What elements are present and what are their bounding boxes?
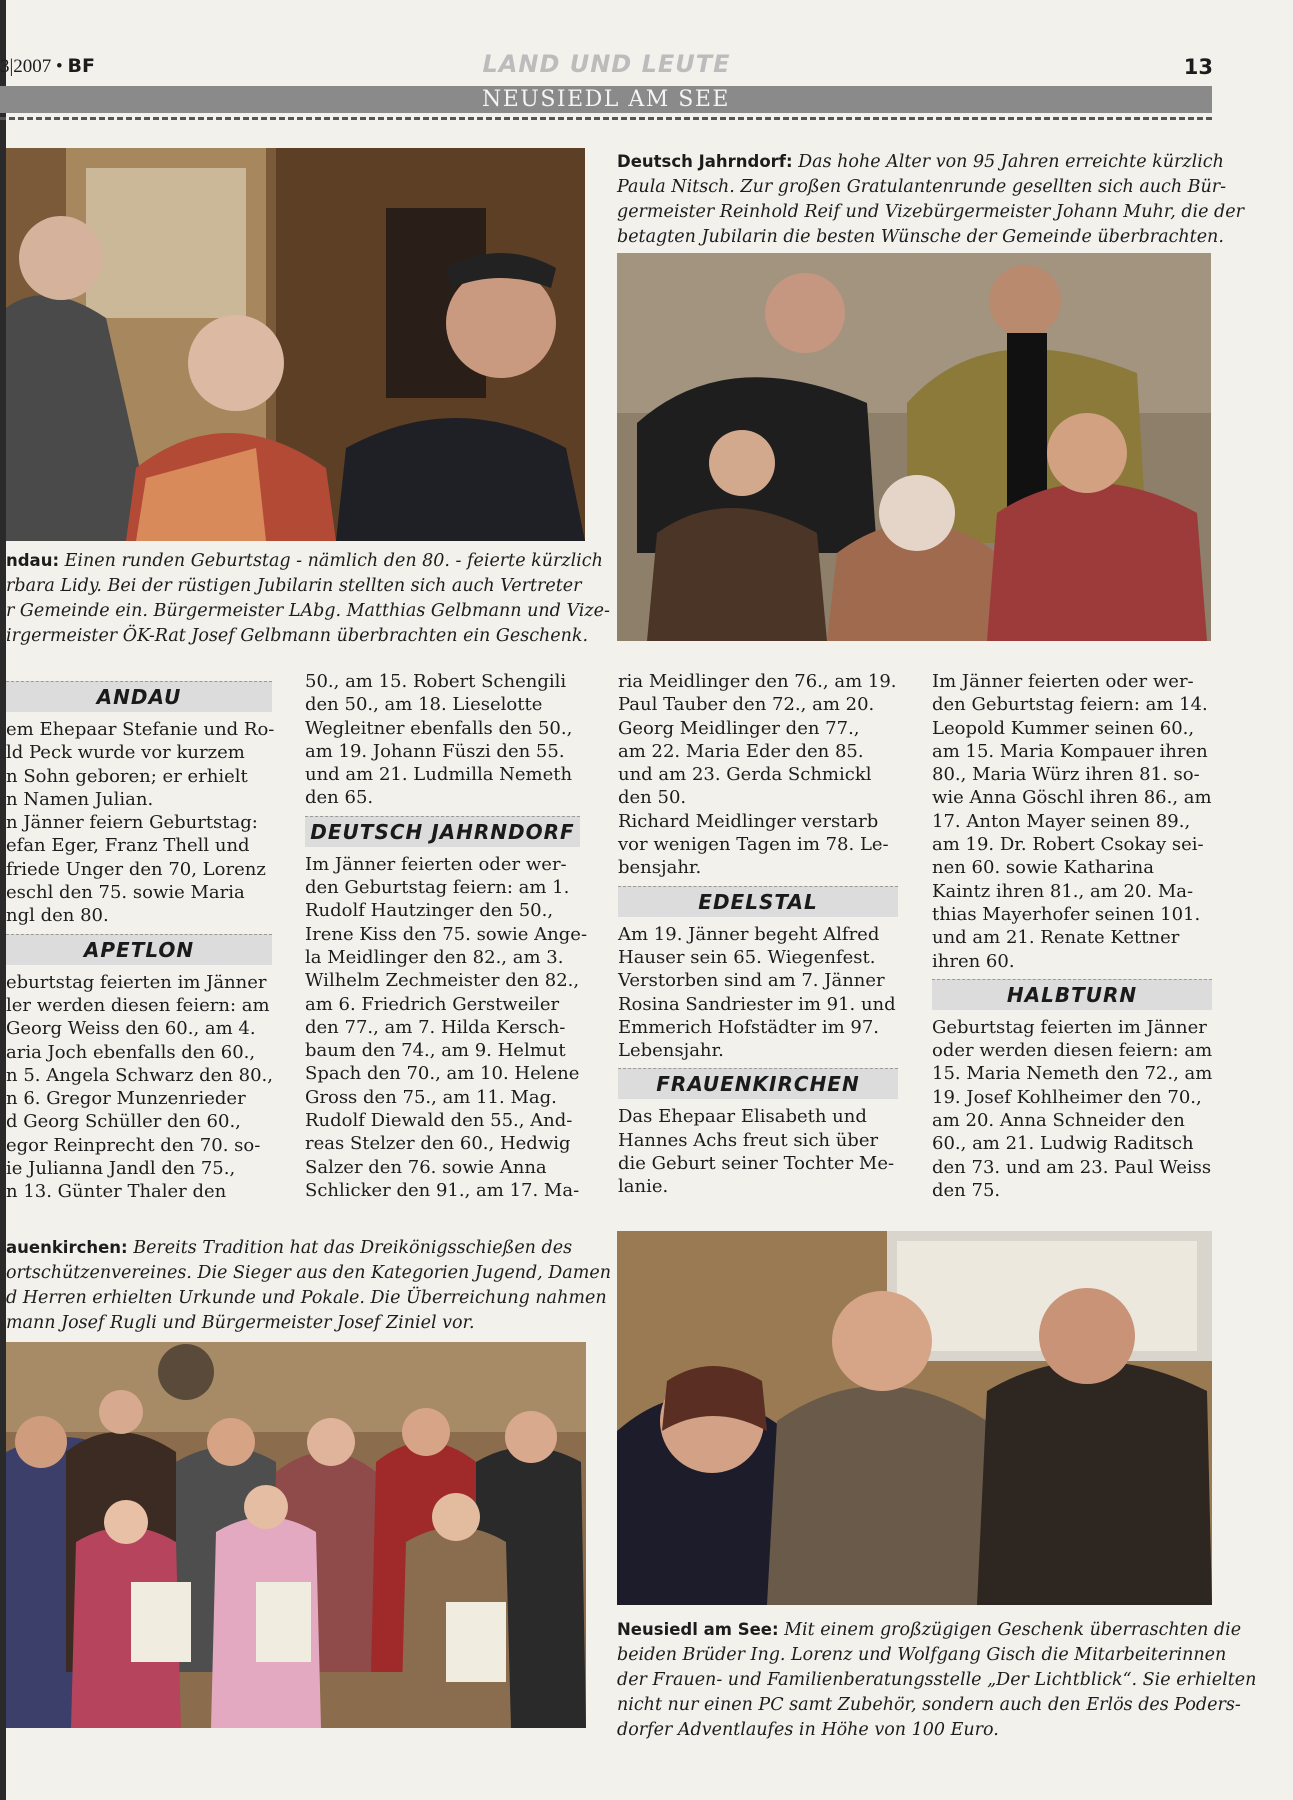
caption-line: betagten Jubilarin die besten Wünsche der Gemeinde überbrachten.: [617, 227, 1224, 247]
heading-deutsch-jahrndorf: DEUTSCH JAHRNDORF: [305, 816, 580, 847]
text-line: Rudolf Hautzinger den 50.,: [305, 900, 554, 922]
region-banner: [0, 86, 1212, 113]
text-line: am 19. Dr. Robert Csokay sei-: [932, 834, 1204, 856]
text-line: den 50.: [618, 787, 687, 809]
text-line: Geburtstag feierten im Jänner: [932, 1016, 1207, 1038]
text-line: den 50., am 18. Lieselotte: [305, 694, 543, 716]
caption-text: Das hohe Alter von 95 Jahren erreichte kürzlich: [792, 152, 1224, 172]
text-line: em Ehepaar Stefanie und Ro-: [6, 719, 275, 740]
text-line: Paul Tauber den 72., am 20.: [618, 694, 875, 716]
text-line: ld Peck wurde vor kurzem: [6, 742, 245, 764]
caption-line: r Gemeinde ein. Bürgermeister LAbg. Matthias Gelbmann und Vize-: [6, 601, 610, 621]
photo-andau: [6, 148, 585, 541]
text-line: Im Jänner feierten oder wer-: [305, 853, 567, 875]
caption-line: d Herren erhielten Urkunde und Pokale. Die Überreichung nahmen: [6, 1288, 607, 1308]
caption-line: Paula Nitsch. Zur großen Gratulantenrunde gesellten sich auch Bür-: [617, 177, 1227, 197]
header-divider: [0, 117, 1212, 120]
text-line: Salzer den 76. sowie Anna: [305, 1156, 547, 1178]
text-line: ihren 60.: [932, 950, 1015, 972]
text-line: Verstorben sind am 7. Jänner: [618, 970, 885, 992]
caption-line: beiden Brüder Ing. Lorenz und Wolfgang Gisch die Mitarbeiterinnen: [617, 1645, 1227, 1665]
text-line: am 15. Maria Kompauer ihren: [932, 740, 1208, 762]
photo-frauenkirchen: [6, 1342, 586, 1728]
text-line: nen 60. sowie Katharina: [932, 857, 1154, 879]
caption-lead: Neusiedl am See:: [617, 1620, 779, 1639]
text-line: ie Julianna Jandl den 75.,: [6, 1158, 236, 1180]
text-line: bensjahr.: [618, 857, 702, 879]
caption-line: ortschützenvereines. Die Sieger aus den Kategorien Jugend, Damen: [6, 1263, 611, 1283]
caption-andau: [6, 548, 610, 649]
text-line: thias Mayerhofer seinen 101.: [932, 903, 1201, 925]
text-line: 15. Maria Nemeth den 72., am: [932, 1063, 1213, 1085]
text-line: wie Anna Göschl ihren 86., am: [932, 787, 1212, 809]
text-line: Am 19. Jänner begeht Alfred: [618, 923, 880, 945]
text-line: eburtstag feierten im Jänner: [6, 971, 267, 993]
caption-line: nicht nur einen PC samt Zubehör, sondern auch den Erlös des Poders-: [617, 1695, 1241, 1715]
article-column-1: [6, 675, 275, 1204]
text-line: 17. Anton Mayer seinen 89.,: [932, 810, 1191, 832]
text-line: reas Stelzer den 60., Hedwig: [305, 1133, 571, 1155]
caption-lead: ndau:: [6, 551, 60, 570]
text-line: und am 21. Ludmilla Nemeth: [305, 764, 573, 786]
text-line: den Geburtstag feiern: am 14.: [932, 694, 1208, 716]
text-line: Leopold Kummer seinen 60.,: [932, 717, 1195, 739]
caption-line: mann Josef Rugli und Bürgermeister Josef Ziniel vor.: [6, 1313, 475, 1333]
text-line: oder werden diesen feiern: am: [932, 1040, 1213, 1062]
caption-line: rbara Lidy. Bei der rüstigen Jubilarin stellten sich auch Vertreter: [6, 576, 582, 596]
text-line: ria Meidlinger den 76., am 19.: [618, 671, 897, 692]
region-banner-text: NEUSIEDL AM SEE: [481, 87, 730, 112]
text-line: Richard Meidlinger verstarb: [618, 810, 879, 832]
heading-andau: ANDAU: [6, 681, 272, 712]
article-column-2: [305, 670, 588, 1202]
text-line: Schlicker den 91., am 17. Ma-: [305, 1179, 580, 1201]
text-line: Spach den 70., am 10. Helene: [305, 1063, 580, 1085]
text-line: den Geburtstag feiern: am 1.: [305, 877, 570, 899]
text-line: Emmerich Hofstädter im 97.: [618, 1016, 879, 1038]
page-number: 13: [1183, 55, 1213, 79]
text-line: vor wenigen Tagen im 78. Le-: [618, 834, 889, 856]
text-line: Kaintz ihren 81., am 20. Ma-: [932, 880, 1194, 902]
brand-logo: BF: [67, 55, 95, 77]
text-line: aria Joch ebenfalls den 60.,: [6, 1041, 256, 1063]
text-line: Im Jänner feierten oder wer-: [932, 671, 1194, 692]
text-line: ler werden diesen feiern: am: [6, 994, 270, 1016]
text-line: Rudolf Diewald den 55., And-: [305, 1110, 573, 1132]
text-line: am 22. Maria Eder den 85.: [618, 740, 864, 762]
text-line: am 19. Johann Füszi den 55.: [305, 740, 565, 762]
text-line: und am 23. Gerda Schmickl: [618, 764, 872, 786]
caption-frauenkirchen: [6, 1235, 611, 1336]
text-line: am 6. Friedrich Gerstweiler: [305, 993, 560, 1015]
text-line: friede Unger den 70, Lorenz: [6, 858, 266, 880]
text-line: Georg Weiss den 60., am 4.: [6, 1018, 256, 1040]
text-line: Georg Meidlinger den 77.,: [618, 717, 860, 739]
text-line: den 73. und am 23. Paul Weiss: [932, 1156, 1212, 1178]
caption-neusiedl: [617, 1617, 1257, 1743]
heading-halbturn: HALBTURN: [932, 979, 1212, 1010]
caption-line: irgermeister ÖK-Rat Josef Gelbmann überbrachten ein Geschenk.: [6, 626, 589, 646]
text-line: n 6. Gregor Munzenrieder: [6, 1088, 246, 1110]
caption-deutsch-jahrndorf: [617, 149, 1244, 250]
heading-frauenkirchen: FRAUENKIRCHEN: [618, 1068, 898, 1099]
text-line: den 77., am 7. Hilda Kersch-: [305, 1016, 566, 1038]
text-line: 80., Maria Würz ihren 81. so-: [932, 764, 1200, 786]
article-column-4: [932, 670, 1212, 1202]
text-line: und am 21. Renate Kettner: [932, 927, 1180, 949]
text-line: Rosina Sandriester im 91. und: [618, 993, 896, 1015]
text-line: lanie.: [618, 1176, 669, 1198]
text-line: n 5. Angela Schwarz den 80.,: [6, 1064, 273, 1086]
photo-neusiedl: [617, 1231, 1212, 1605]
text-line: d Georg Schüller den 60.,: [6, 1111, 241, 1133]
issue-number: 3|2007 •: [0, 56, 63, 77]
caption-text: Einen runden Geburtstag - nämlich den 80. - feierte kürzlich: [59, 551, 603, 571]
text-line: den 65.: [305, 787, 374, 809]
text-line: Wegleitner ebenfalls den 50.,: [305, 717, 573, 739]
text-line: Lebensjahr.: [618, 1040, 724, 1062]
text-line: Hauser sein 65. Wiegenfest.: [618, 946, 876, 968]
caption-lead: Deutsch Jahrndorf:: [617, 152, 793, 171]
heading-apetlon: APETLON: [6, 934, 272, 965]
caption-line: [6, 548, 603, 574]
text-line: am 20. Anna Schneider den: [932, 1110, 1185, 1132]
caption-line: [6, 1235, 591, 1261]
text-line: Wilhelm Zechmeister den 82.,: [305, 970, 580, 992]
text-line: 50., am 15. Robert Schengili: [305, 671, 567, 692]
text-line: baum den 74., am 9. Helmut: [305, 1040, 566, 1062]
caption-line: germeister Reinhold Reif und Vizebürgermeister Johann Muhr, die der: [617, 202, 1244, 222]
text-line: n Sohn geboren; er erhielt: [6, 765, 248, 787]
text-line: Das Ehepaar Elisabeth und: [618, 1106, 867, 1128]
caption-line: [617, 149, 1224, 175]
caption-line: dorfer Adventlaufes in Höhe von 100 Euro.: [617, 1720, 999, 1740]
text-line: Gross den 75., am 11. Mag.: [305, 1086, 557, 1108]
text-line: efan Eger, Franz Thell und: [6, 835, 250, 857]
text-line: n Namen Julian.: [6, 788, 154, 810]
text-line: la Meidlinger den 82., am 3.: [305, 946, 564, 968]
text-line: n Jänner feiern Geburtstag:: [6, 812, 258, 834]
caption-text: Bereits Tradition hat das Dreikönigsschießen des: [127, 1238, 573, 1258]
text-line: egor Reinprecht den 70. so-: [6, 1134, 261, 1156]
photo-deutsch-jahrndorf: [617, 253, 1211, 641]
text-line: die Geburt seiner Tochter Me-: [618, 1153, 895, 1175]
article-column-3: [618, 670, 898, 1199]
text-line: 19. Josef Kohlheimer den 70.,: [932, 1086, 1202, 1108]
text-line: Irene Kiss den 75. sowie Ange-: [305, 923, 588, 945]
text-line: den 75.: [932, 1179, 1001, 1201]
heading-edelstal: EDELSTAL: [618, 886, 898, 917]
caption-line: [617, 1617, 1242, 1643]
text-line: n 13. Günter Thaler den: [6, 1181, 227, 1203]
text-line: Hannes Achs freut sich über: [618, 1129, 879, 1151]
text-line: eschl den 75. sowie Maria: [6, 882, 245, 904]
caption-line: der Frauen- und Familienberatungsstelle „Der Lichtblick“. Sie erhielten: [617, 1670, 1257, 1690]
caption-text: Mit einem großzügigen Geschenk überraschten die: [778, 1620, 1242, 1640]
section-title: LAND UND LEUTE: [482, 50, 731, 78]
text-line: 60., am 21. Ludwig Raditsch: [932, 1133, 1194, 1155]
caption-lead: auenkirchen:: [6, 1238, 128, 1257]
text-line: ngl den 80.: [6, 905, 109, 927]
